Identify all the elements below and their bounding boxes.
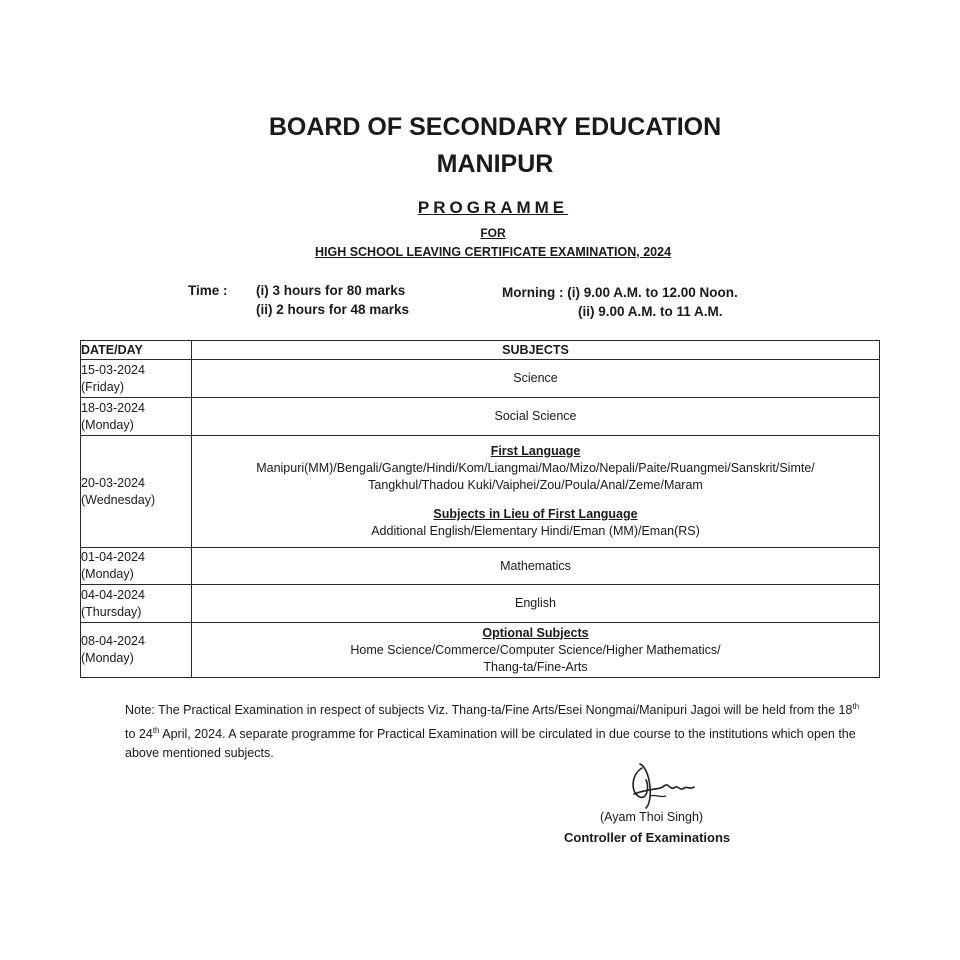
date-cell — [81, 360, 192, 398]
optional-heading: Optional Subjects — [482, 625, 589, 640]
date-cell — [81, 548, 192, 585]
morning-timing-1: Morning : (i) 9.00 A.M. to 12.00 Noon. — [502, 285, 738, 300]
exam-date: 20-03-2024 — [81, 475, 145, 490]
board-title: BOARD OF SECONDARY EDUCATION — [268, 113, 722, 141]
note-text-1: Note: The Practical Examination in respect of subjects Viz. Thang-ta/Fine Arts/Esei Nongmai/Manipuri Jagoi will be held from the 18 — [125, 703, 853, 718]
note-text-2: to 24 — [125, 726, 153, 741]
date-cell — [81, 436, 192, 548]
practical-exam-note — [125, 697, 860, 764]
signatory-name: (Ayam Thoi Singh) — [600, 810, 704, 824]
table-row — [81, 360, 880, 398]
exam-title: HIGH SCHOOL LEAVING CERTIFICATE EXAMINATION, 2024 — [314, 245, 672, 259]
optional-list-1: Home Science/Commerce/Computer Science/Higher Mathematics/ — [350, 642, 721, 657]
time-label: Time : — [188, 283, 228, 298]
optional-list-2: Thang-ta/Fine-Arts — [483, 659, 588, 674]
duration-1: (i) 3 hours for 80 marks — [256, 283, 406, 298]
programme-heading: PROGRAMME — [417, 198, 569, 217]
subject-cell — [192, 436, 880, 548]
subject-cell: English — [192, 585, 880, 623]
exam-day: (Wednesday) — [81, 492, 156, 507]
subject-cell — [192, 623, 880, 678]
for-label: FOR — [480, 226, 506, 240]
state-title: MANIPUR — [436, 150, 554, 178]
exam-date: 01-04-2024 — [81, 550, 145, 564]
subject-cell: Social Science — [192, 398, 880, 436]
header-subjects: SUBJECTS — [192, 341, 880, 360]
exam-date: 08-04-2024 — [81, 634, 145, 648]
exam-date: 04-04-2024 — [81, 587, 145, 602]
table-row — [81, 548, 880, 585]
first-language-list-2: Tangkhul/Thadou Kuki/Vaiphei/Zou/Poula/Anal/Zeme/Maram — [368, 478, 703, 492]
exam-day: (Monday) — [81, 651, 134, 665]
table-row — [81, 623, 880, 678]
note-sup-1: th — [852, 702, 860, 711]
note-sup-2: th — [152, 725, 160, 735]
signatory-title: Controller of Examinations — [564, 830, 731, 845]
lieu-heading: Subjects in Lieu of First Language — [433, 507, 638, 521]
schedule-table — [80, 340, 880, 678]
header-date-day: DATE/DAY — [81, 341, 192, 360]
handwritten-signature — [620, 760, 700, 812]
exam-day: (Monday) — [81, 417, 134, 432]
exam-day: (Monday) — [81, 567, 134, 581]
first-language-list-1: Manipuri(MM)/Bengali/Gangte/Hindi/Kom/Liangmai/Mao/Mizo/Nepali/Paite/Ruangmei/Sanskrit/Simte/ — [256, 461, 815, 475]
exam-date: 18-03-2024 — [81, 400, 145, 415]
exam-date: 15-03-2024 — [81, 362, 145, 377]
subject-cell: Science — [192, 360, 880, 398]
table-row — [81, 436, 880, 548]
morning-timing-2: (ii) 9.00 A.M. to 11 A.M. — [578, 304, 723, 319]
table-row — [81, 585, 880, 623]
duration-2: (ii) 2 hours for 48 marks — [256, 302, 410, 317]
date-cell — [81, 585, 192, 623]
date-cell — [81, 623, 192, 678]
date-cell — [81, 398, 192, 436]
first-language-heading: First Language — [490, 444, 581, 458]
subject-cell: Mathematics — [192, 548, 880, 585]
lieu-list: Additional English/Elementary Hindi/Eman (MM)/Eman(RS) — [371, 524, 700, 538]
table-header-row — [81, 341, 880, 360]
exam-day: (Thursday) — [81, 604, 142, 619]
note-text-3: April, 2024. A separate programme for Practical Examination will be circulated in due course to the institutions which open the above mentioned subjects. — [125, 726, 856, 761]
exam-day: (Friday) — [81, 379, 125, 394]
table-row — [81, 398, 880, 436]
